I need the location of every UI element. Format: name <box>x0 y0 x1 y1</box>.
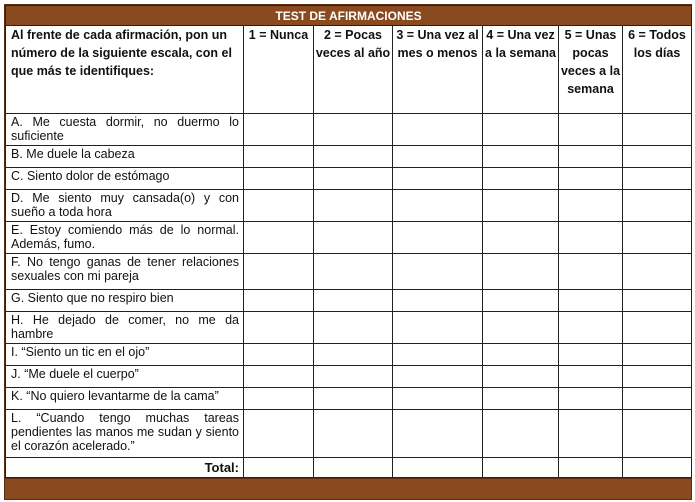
answer-cell-3[interactable] <box>393 146 483 168</box>
total-row <box>6 458 692 478</box>
total-cell-3[interactable] <box>393 458 483 478</box>
answer-cell-3[interactable] <box>393 366 483 388</box>
table-row <box>6 254 692 290</box>
scale-header-6: 6 = Todos los días <box>623 26 692 114</box>
table-row <box>6 168 692 190</box>
table-row <box>6 114 692 146</box>
scale-header-4: 4 = Una vez a la semana <box>483 26 559 114</box>
answer-cell-1[interactable] <box>244 254 314 290</box>
title-row <box>6 6 692 26</box>
answer-cell-2[interactable] <box>314 168 393 190</box>
answer-cell-4[interactable] <box>483 254 559 290</box>
statement-text: A. Me cuesta dormir, no duermo lo suficiente <box>6 114 244 146</box>
answer-cell-2[interactable] <box>314 222 393 254</box>
statement-text: K. “No quiero levantarme de la cama” <box>6 388 244 410</box>
answer-cell-3[interactable] <box>393 114 483 146</box>
table-row <box>6 344 692 366</box>
total-cell-4[interactable] <box>483 458 559 478</box>
answer-cell-1[interactable] <box>244 222 314 254</box>
statement-text: G. Siento que no respiro bien <box>6 290 244 312</box>
instruction-header: Al frente de cada afirmación, pon un número de la siguiente escala, con el que más te identifiques: <box>6 26 244 114</box>
affirmations-test-sheet <box>4 4 692 500</box>
answer-cell-1[interactable] <box>244 168 314 190</box>
answer-cell-5[interactable] <box>559 312 623 344</box>
table-title: TEST DE AFIRMACIONES <box>6 6 692 26</box>
table-row <box>6 290 692 312</box>
statement-text: B. Me duele la cabeza <box>6 146 244 168</box>
total-cell-6[interactable] <box>623 458 692 478</box>
answer-cell-3[interactable] <box>393 344 483 366</box>
answer-cell-5[interactable] <box>559 190 623 222</box>
answer-cell-4[interactable] <box>483 190 559 222</box>
answer-cell-5[interactable] <box>559 290 623 312</box>
answer-cell-4[interactable] <box>483 312 559 344</box>
answer-cell-6[interactable] <box>623 388 692 410</box>
answer-cell-3[interactable] <box>393 388 483 410</box>
answer-cell-1[interactable] <box>244 290 314 312</box>
answer-cell-2[interactable] <box>314 290 393 312</box>
answer-cell-5[interactable] <box>559 366 623 388</box>
total-cell-2[interactable] <box>314 458 393 478</box>
total-label: Total: <box>6 458 244 478</box>
answer-cell-6[interactable] <box>623 366 692 388</box>
answer-cell-1[interactable] <box>244 366 314 388</box>
answer-cell-3[interactable] <box>393 410 483 458</box>
answer-cell-2[interactable] <box>314 366 393 388</box>
answer-cell-5[interactable] <box>559 410 623 458</box>
answer-cell-1[interactable] <box>244 312 314 344</box>
answer-cell-3[interactable] <box>393 312 483 344</box>
answer-cell-1[interactable] <box>244 388 314 410</box>
affirmations-table <box>5 5 692 478</box>
statement-text: J. “Me duele el cuerpo” <box>6 366 244 388</box>
answer-cell-4[interactable] <box>483 290 559 312</box>
table-row <box>6 190 692 222</box>
table-row <box>6 366 692 388</box>
answer-cell-4[interactable] <box>483 114 559 146</box>
answer-cell-2[interactable] <box>314 114 393 146</box>
answer-cell-4[interactable] <box>483 222 559 254</box>
answer-cell-1[interactable] <box>244 410 314 458</box>
answer-cell-6[interactable] <box>623 146 692 168</box>
footer-bar <box>5 478 691 499</box>
answer-cell-6[interactable] <box>623 410 692 458</box>
answer-cell-3[interactable] <box>393 222 483 254</box>
scale-header-1: 1 = Nunca <box>244 26 314 114</box>
scale-header-2: 2 = Pocas veces al año <box>314 26 393 114</box>
answer-cell-4[interactable] <box>483 388 559 410</box>
answer-cell-6[interactable] <box>623 190 692 222</box>
answer-cell-6[interactable] <box>623 290 692 312</box>
answer-cell-5[interactable] <box>559 168 623 190</box>
answer-cell-3[interactable] <box>393 290 483 312</box>
answer-cell-1[interactable] <box>244 344 314 366</box>
statement-text: C. Siento dolor de estómago <box>6 168 244 190</box>
table-row <box>6 222 692 254</box>
answer-cell-5[interactable] <box>559 146 623 168</box>
answer-cell-5[interactable] <box>559 388 623 410</box>
answer-cell-1[interactable] <box>244 146 314 168</box>
statement-text: D. Me siento muy cansada(o) y con sueño a toda hora <box>6 190 244 222</box>
statement-text: I. “Siento un tic en el ojo” <box>6 344 244 366</box>
answer-cell-2[interactable] <box>314 388 393 410</box>
answer-cell-6[interactable] <box>623 344 692 366</box>
answer-cell-5[interactable] <box>559 254 623 290</box>
statement-text: L. “Cuando tengo muchas tareas pendientes las manos me sudan y siento el corazón acelerado.” <box>6 410 244 458</box>
table-row <box>6 388 692 410</box>
answer-cell-6[interactable] <box>623 114 692 146</box>
answer-cell-4[interactable] <box>483 344 559 366</box>
scale-header-5: 5 = Unas pocas veces a la semana <box>559 26 623 114</box>
answer-cell-4[interactable] <box>483 410 559 458</box>
answer-cell-3[interactable] <box>393 168 483 190</box>
statement-text: F. No tengo ganas de tener relaciones sexuales con mi pareja <box>6 254 244 290</box>
answer-cell-3[interactable] <box>393 190 483 222</box>
header-row <box>6 26 692 114</box>
answer-cell-2[interactable] <box>314 312 393 344</box>
answer-cell-1[interactable] <box>244 114 314 146</box>
answer-cell-6[interactable] <box>623 222 692 254</box>
answer-cell-4[interactable] <box>483 168 559 190</box>
answer-cell-4[interactable] <box>483 146 559 168</box>
scale-header-3: 3 = Una vez al mes o menos <box>393 26 483 114</box>
item-rows <box>6 114 692 458</box>
answer-cell-6[interactable] <box>623 168 692 190</box>
total-cell-5[interactable] <box>559 458 623 478</box>
answer-cell-6[interactable] <box>623 254 692 290</box>
table-row <box>6 410 692 458</box>
answer-cell-6[interactable] <box>623 312 692 344</box>
answer-cell-5[interactable] <box>559 114 623 146</box>
statement-text: H. He dejado de comer, no me da hambre <box>6 312 244 344</box>
answer-cell-2[interactable] <box>314 410 393 458</box>
answer-cell-4[interactable] <box>483 366 559 388</box>
answer-cell-5[interactable] <box>559 344 623 366</box>
answer-cell-2[interactable] <box>314 254 393 290</box>
answer-cell-2[interactable] <box>314 146 393 168</box>
answer-cell-2[interactable] <box>314 190 393 222</box>
answer-cell-2[interactable] <box>314 344 393 366</box>
answer-cell-3[interactable] <box>393 254 483 290</box>
table-row <box>6 146 692 168</box>
answer-cell-1[interactable] <box>244 190 314 222</box>
statement-text: E. Estoy comiendo más de lo normal. Además, fumo. <box>6 222 244 254</box>
answer-cell-5[interactable] <box>559 222 623 254</box>
table-row <box>6 312 692 344</box>
total-cell-1[interactable] <box>244 458 314 478</box>
